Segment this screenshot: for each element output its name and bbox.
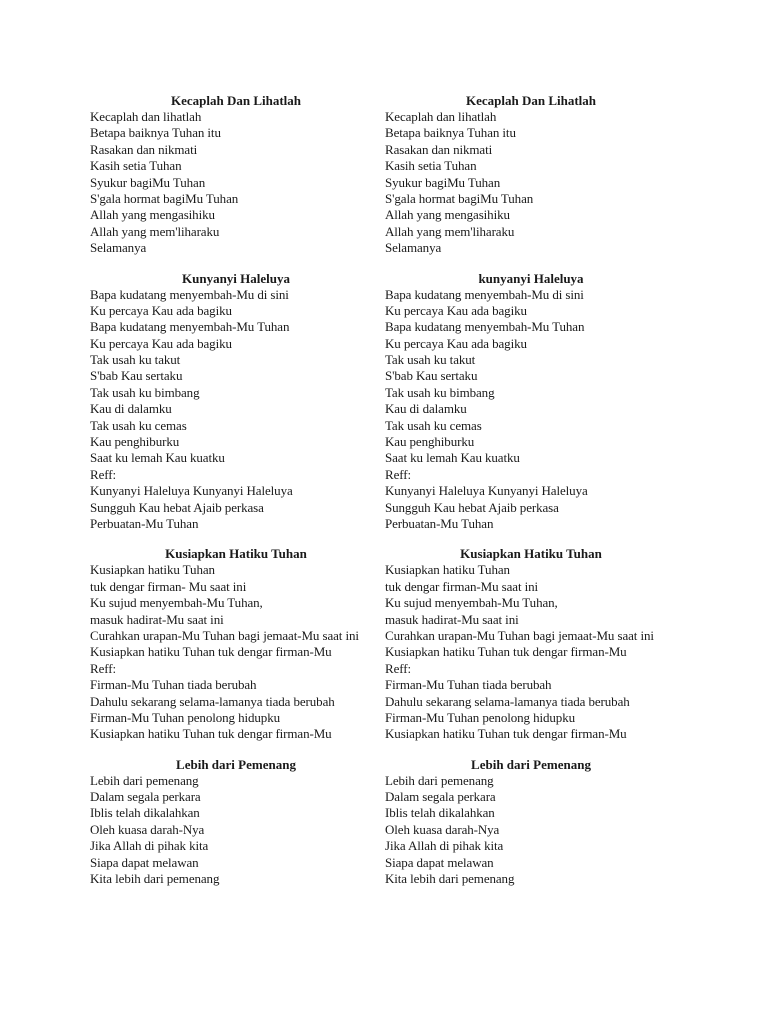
lyric-line: Firman-Mu Tuhan tiada berubah bbox=[90, 677, 257, 693]
lyric-line: Kasih setia Tuhan bbox=[90, 158, 182, 174]
song-title: Kusiapkan Hatiku Tuhan bbox=[165, 546, 307, 562]
lyric-line: Kunyanyi Haleluya Kunyanyi Haleluya bbox=[90, 483, 293, 499]
lyric-line: Syukur bagiMu Tuhan bbox=[90, 174, 206, 190]
lyric-line: Reff: bbox=[385, 660, 411, 676]
lyric-line: Jika Allah di pihak kita bbox=[385, 838, 504, 854]
lyric-line: Curahkan urapan-Mu Tuhan bagi jemaat-Mu saat ini bbox=[90, 627, 359, 643]
lyric-line: Tak usah ku takut bbox=[385, 352, 476, 368]
lyric-line: Tak usah ku cemas bbox=[90, 417, 187, 433]
lyric-line: Kau di dalamku bbox=[90, 401, 172, 417]
lyric-line: Kecaplah dan lihatlah bbox=[90, 109, 202, 124]
lyric-line: Kau penghiburku bbox=[385, 434, 475, 450]
lyric-line: Tak usah ku bimbang bbox=[90, 384, 200, 400]
lyric-line: Allah yang mengasihiku bbox=[385, 207, 510, 223]
lyric-line: Tak usah ku cemas bbox=[385, 417, 482, 433]
lyric-line: Ku sujud menyembah-Mu Tuhan, bbox=[385, 595, 558, 611]
song-title: kunyanyi Haleluya bbox=[478, 270, 584, 286]
lyric-line: Reff: bbox=[90, 660, 116, 676]
lyric-line: Kusiapkan hatiku Tuhan tuk dengar firman-Mu bbox=[90, 644, 332, 660]
lyric-line: Ku percaya Kau ada bagiku bbox=[90, 335, 232, 351]
lyric-line: Ku sujud menyembah-Mu Tuhan, bbox=[90, 595, 263, 611]
song-title: Lebih dari Pemenang bbox=[471, 756, 591, 772]
song-title: Kecaplah Dan Lihatlah bbox=[465, 93, 597, 108]
song-kecaplah-dan-lihatlah bbox=[385, 93, 685, 257]
lyric-line: Bapa kudatang menyembah-Mu Tuhan bbox=[385, 319, 585, 335]
lyric-line: Iblis telah dikalahkan bbox=[90, 805, 200, 821]
lyric-line: Lebih dari pemenang bbox=[385, 772, 494, 788]
lyric-line: Kau penghiburku bbox=[90, 434, 180, 450]
lyric-line: tuk dengar firman-Mu saat ini bbox=[385, 578, 539, 594]
lyric-line: Oleh kuasa darah-Nya bbox=[90, 821, 205, 837]
song-kusiapkan-hatiku-tuhan bbox=[385, 546, 685, 742]
lyric-line: Firman-Mu Tuhan tiada berubah bbox=[385, 677, 552, 693]
lyric-line: Reff: bbox=[90, 466, 116, 482]
lyric-line: Kasih setia Tuhan bbox=[385, 158, 477, 174]
lyric-line: Saat ku lemah Kau kuatku bbox=[90, 450, 225, 466]
lyric-line: Bapa kudatang menyembah-Mu di sini bbox=[90, 286, 289, 302]
lyric-line: Betapa baiknya Tuhan itu bbox=[90, 125, 221, 141]
lyric-line: Rasakan dan nikmati bbox=[385, 141, 493, 157]
song-lebih-dari-pemenang bbox=[385, 757, 685, 888]
lyric-line: Tak usah ku bimbang bbox=[385, 384, 495, 400]
lyric-line: Kunyanyi Haleluya Kunyanyi Haleluya bbox=[385, 483, 588, 499]
lyric-line: Allah yang mem'liharaku bbox=[385, 223, 515, 239]
lyric-line: Selamanya bbox=[385, 240, 442, 256]
song-kunyanyi-haleluya bbox=[385, 271, 685, 533]
lyric-line: Bapa kudatang menyembah-Mu di sini bbox=[385, 286, 584, 302]
lyric-line: Dahulu sekarang selama-lamanya tiada berubah bbox=[90, 693, 335, 709]
lyric-line: Ku percaya Kau ada bagiku bbox=[385, 335, 527, 351]
lyric-line: Firman-Mu Tuhan penolong hidupku bbox=[385, 709, 576, 725]
lyric-line: Lebih dari pemenang bbox=[90, 772, 199, 788]
lyric-line: Kusiapkan hatiku Tuhan bbox=[385, 562, 510, 578]
lyric-line: Kau di dalamku bbox=[385, 401, 467, 417]
lyric-line: Saat ku lemah Kau kuatku bbox=[385, 450, 520, 466]
lyric-line: Allah yang mem'liharaku bbox=[90, 223, 220, 239]
song-title: Kunyanyi Haleluya bbox=[182, 270, 290, 286]
right-column bbox=[385, 93, 685, 887]
song-kecaplah-dan-lihatlah bbox=[90, 93, 390, 257]
lyric-line: Tak usah ku takut bbox=[90, 352, 181, 368]
lyric-line: masuk hadirat-Mu saat ini bbox=[90, 611, 224, 627]
lyric-line: Kusiapkan hatiku Tuhan tuk dengar firman-Mu bbox=[385, 726, 627, 742]
lyric-line: Bapa kudatang menyembah-Mu Tuhan bbox=[90, 319, 290, 335]
lyric-line: S'gala hormat bagiMu Tuhan bbox=[90, 190, 239, 206]
lyric-line: Kusiapkan hatiku Tuhan tuk dengar firman-Mu bbox=[90, 726, 332, 742]
lyric-line: Jika Allah di pihak kita bbox=[90, 838, 209, 854]
lyric-line: Kusiapkan hatiku Tuhan tuk dengar firman-Mu bbox=[385, 644, 627, 660]
lyric-line: Sungguh Kau hebat Ajaib perkasa bbox=[385, 499, 559, 515]
song-title: Lebih dari Pemenang bbox=[176, 756, 296, 772]
song-lebih-dari-pemenang bbox=[90, 757, 390, 888]
lyric-line: Betapa baiknya Tuhan itu bbox=[385, 125, 516, 141]
lyric-line: Iblis telah dikalahkan bbox=[385, 805, 495, 821]
lyric-line: Allah yang mengasihiku bbox=[90, 207, 215, 223]
lyric-line: Oleh kuasa darah-Nya bbox=[385, 821, 500, 837]
song-kusiapkan-hatiku-tuhan bbox=[90, 546, 390, 742]
lyric-line: Curahkan urapan-Mu Tuhan bagi jemaat-Mu saat ini bbox=[385, 627, 654, 643]
lyric-line: Dalam segala perkara bbox=[90, 789, 201, 805]
lyric-line: Syukur bagiMu Tuhan bbox=[385, 174, 501, 190]
lyric-line: Ku percaya Kau ada bagiku bbox=[90, 302, 232, 318]
lyric-line: Perbuatan-Mu Tuhan bbox=[90, 515, 199, 531]
lyric-line: S'gala hormat bagiMu Tuhan bbox=[385, 190, 534, 206]
lyric-line: Siapa dapat melawan bbox=[385, 854, 494, 870]
lyric-line: Selamanya bbox=[90, 240, 147, 256]
lyric-line: Dahulu sekarang selama-lamanya tiada berubah bbox=[385, 693, 630, 709]
lyric-line: Siapa dapat melawan bbox=[90, 854, 199, 870]
song-title: Kecaplah Dan Lihatlah bbox=[170, 93, 302, 108]
lyric-line: Kecaplah dan lihatlah bbox=[385, 109, 497, 124]
lyric-line: Kita lebih dari pemenang bbox=[385, 871, 515, 887]
lyric-line: S'bab Kau sertaku bbox=[90, 368, 183, 384]
lyric-line: Reff: bbox=[385, 466, 411, 482]
lyric-line: Sungguh Kau hebat Ajaib perkasa bbox=[90, 499, 264, 515]
lyric-line: Ku percaya Kau ada bagiku bbox=[385, 302, 527, 318]
lyric-line: Firman-Mu Tuhan penolong hidupku bbox=[90, 709, 281, 725]
left-column bbox=[90, 93, 390, 887]
lyric-line: Dalam segala perkara bbox=[385, 789, 496, 805]
song-kunyanyi-haleluya bbox=[90, 271, 390, 533]
lyric-line: Kusiapkan hatiku Tuhan bbox=[90, 562, 215, 578]
lyric-line: S'bab Kau sertaku bbox=[385, 368, 478, 384]
lyric-line: Rasakan dan nikmati bbox=[90, 141, 198, 157]
song-title: Kusiapkan Hatiku Tuhan bbox=[460, 546, 602, 562]
lyric-line: masuk hadirat-Mu saat ini bbox=[385, 611, 519, 627]
lyric-line: Kita lebih dari pemenang bbox=[90, 871, 220, 887]
lyric-line: Perbuatan-Mu Tuhan bbox=[385, 515, 494, 531]
lyric-line: tuk dengar firman- Mu saat ini bbox=[90, 578, 247, 594]
